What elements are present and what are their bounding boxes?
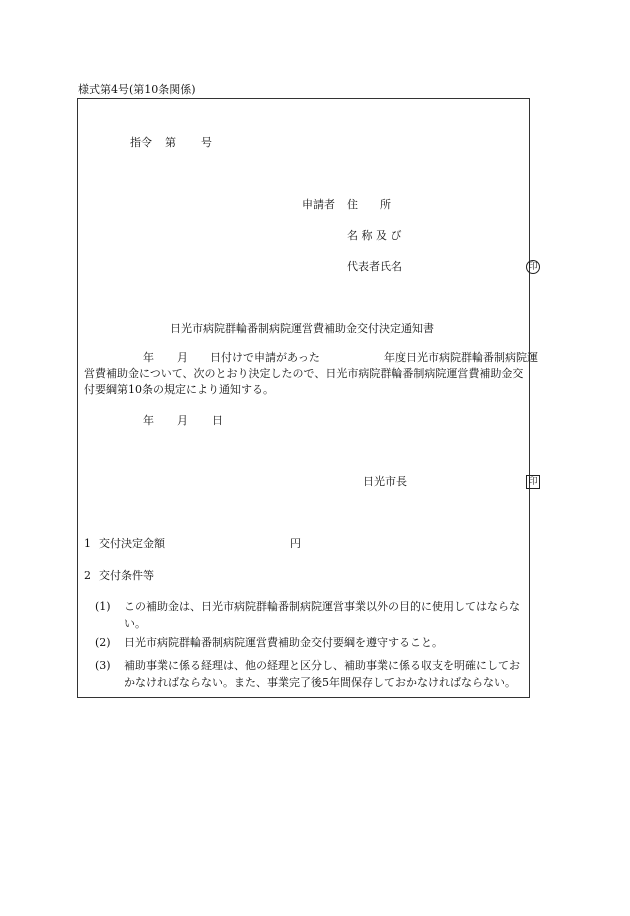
condition-1-num: (1) [95,600,111,613]
notice-title: 日光市病院群輪番制病院運営費補助金交付決定通知書 [170,322,434,335]
condition-1-text: この補助金は、日光市病院群輪番制病院運営事業以外の目的に使用してはならない。 [124,600,520,630]
condition-3-num: (3) [95,659,111,672]
date-day: 日 [212,414,223,427]
applicant-rep-label: 代表者氏名 [347,260,402,273]
item2-num: 2 [84,569,91,582]
item2-label: 交付条件等 [99,569,154,582]
condition-2-num: (2) [95,636,111,649]
item1-num: 1 [84,537,91,550]
date-year: 年 [143,414,154,427]
mayor-seal: 印 [526,475,540,489]
mayor-label: 日光市長 [363,475,407,488]
body-line1-rest: 年度日光市病院群輪番制病院運 [384,351,538,364]
condition-2-text: 日光市病院群輪番制病院運営費補助金交付要綱を遵守すること。 [124,636,443,649]
applicant-address-label: 住 所 [347,198,391,211]
directive-go: 号 [201,136,212,149]
item1-label: 交付決定金額 [99,537,165,550]
form-label: 様式第4号(第10条関係) [78,83,196,96]
applicant-seal: 印 [526,260,540,274]
condition-3-text: 補助事業に係る経理は、他の経理と区分し、補助事業に係る収支を明確にしておかなければならない。また、事業完了後5年間保存しておかなければならない。 [124,659,520,689]
item1-unit: 円 [290,537,301,550]
directive-shirei: 指令 [130,136,152,149]
body-month: 月 [177,351,188,364]
body-line2: 営費補助金について、次のとおり決定したので、日光市病院群輪番制病院運営費補助金交 [84,367,524,380]
body-year: 年 [143,351,154,364]
body-day-text: 日付けで申請があった [210,351,320,364]
applicant-label: 申請者 [302,198,335,211]
date-month: 月 [177,414,188,427]
directive-dai: 第 [165,136,176,149]
applicant-name-label: 名 称 及 び [347,229,402,242]
body-line3: 付要綱第10条の規定により通知する。 [84,383,274,396]
